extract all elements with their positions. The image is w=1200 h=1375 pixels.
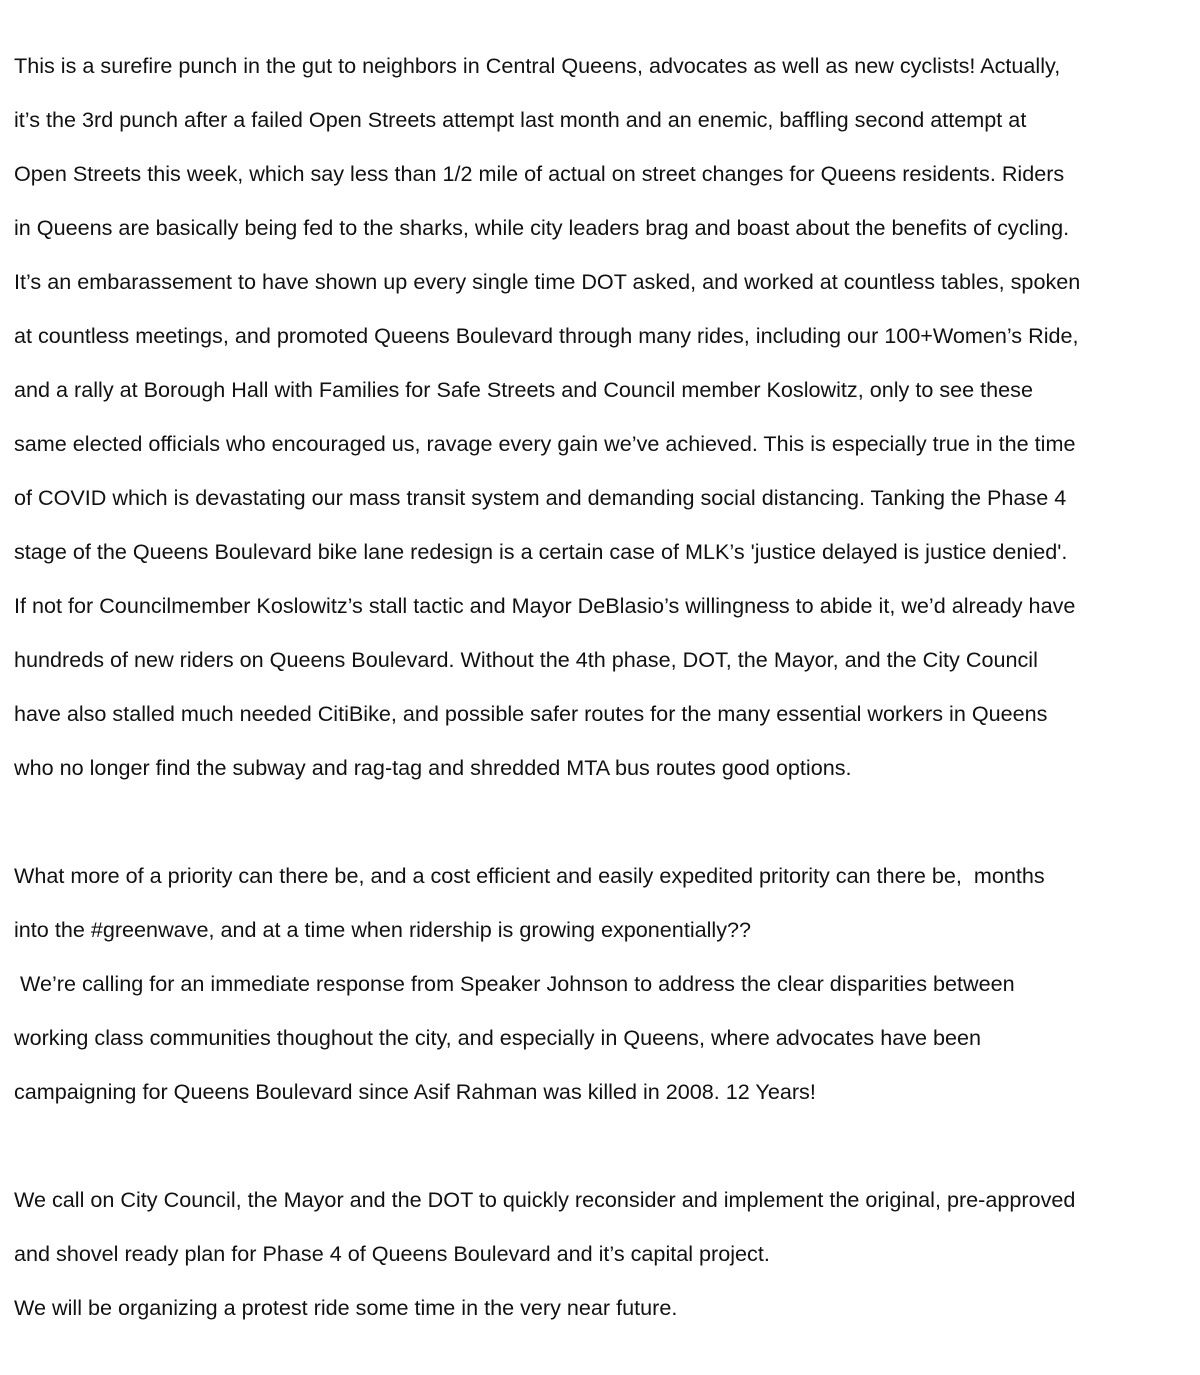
text-line: We call on City Council, the Mayor and the DOT to quickly reconsider and implement the original, pre-approved (14, 1187, 1076, 1212)
text-line: at countless meetings, and promoted Queens Boulevard through many rides, including our 100+Women’s Ride, (14, 323, 1079, 348)
document-body (14, 25, 1186, 1375)
text-line: it’s the 3rd punch after a failed Open Streets attempt last month and an enemic, baffling second attempt at (14, 107, 1027, 132)
text-line: We’re calling for an immediate response from Speaker Johnson to address the clear disparities between (14, 971, 1015, 996)
text-line: have also stalled much needed CitiBike, and possible safer routes for the many essential workers in Queens (14, 701, 1048, 726)
text-line: We will be organizing a protest ride some time in the very near future. (14, 1295, 678, 1320)
text-line: Open Streets this week, which say less than 1/2 mile of actual on street changes for Queens residents. Riders (14, 161, 1065, 186)
text-line: into the #greenwave, and at a time when ridership is growing exponentially?? (14, 917, 752, 942)
text-line: What more of a priority can there be, and a cost efficient and easily expedited pritority can there be, months (14, 863, 1045, 888)
text-line: hundreds of new riders on Queens Boulevard. Without the 4th phase, DOT, the Mayor, and the City Council (14, 647, 1038, 672)
text-line: who no longer find the subway and rag-tag and shredded MTA bus routes good options. (14, 755, 852, 780)
text-line: and shovel ready plan for Phase 4 of Queens Boulevard and it’s capital project. (14, 1241, 770, 1266)
text-line: in Queens are basically being fed to the sharks, while city leaders brag and boast about the benefits of cycling. (14, 215, 1070, 240)
text-line: campaigning for Queens Boulevard since Asif Rahman was killed in 2008. 12 Years! (14, 1079, 816, 1104)
text-line: It’s an embarassement to have shown up every single time DOT asked, and worked at countless tables, spoken (14, 269, 1081, 294)
paragraph-3 (14, 1159, 1186, 1348)
text-line: If not for Councilmember Koslowitz’s stall tactic and Mayor DeBlasio’s willingness to abide it, we’d already have (14, 593, 1076, 618)
text-line: same elected officials who encouraged us, ravage every gain we’ve achieved. This is especially true in the time (14, 431, 1076, 456)
paragraph-1 (14, 25, 1186, 808)
text-line: of COVID which is devastating our mass transit system and demanding social distancing. Tanking the Phase 4 (14, 485, 1067, 510)
text-line: stage of the Queens Boulevard bike lane redesign is a certain case of MLK’s 'justice delayed is justice denied'. (14, 539, 1068, 564)
text-line: and a rally at Borough Hall with Families for Safe Streets and Council member Koslowitz, only to see these (14, 377, 1033, 402)
text-line: This is a surefire punch in the gut to neighbors in Central Queens, advocates as well as new cyclists! Actually, (14, 53, 1061, 78)
text-line: working class communities thoughout the city, and especially in Queens, where advocates have been (14, 1025, 982, 1050)
paragraph-2 (14, 835, 1186, 1132)
